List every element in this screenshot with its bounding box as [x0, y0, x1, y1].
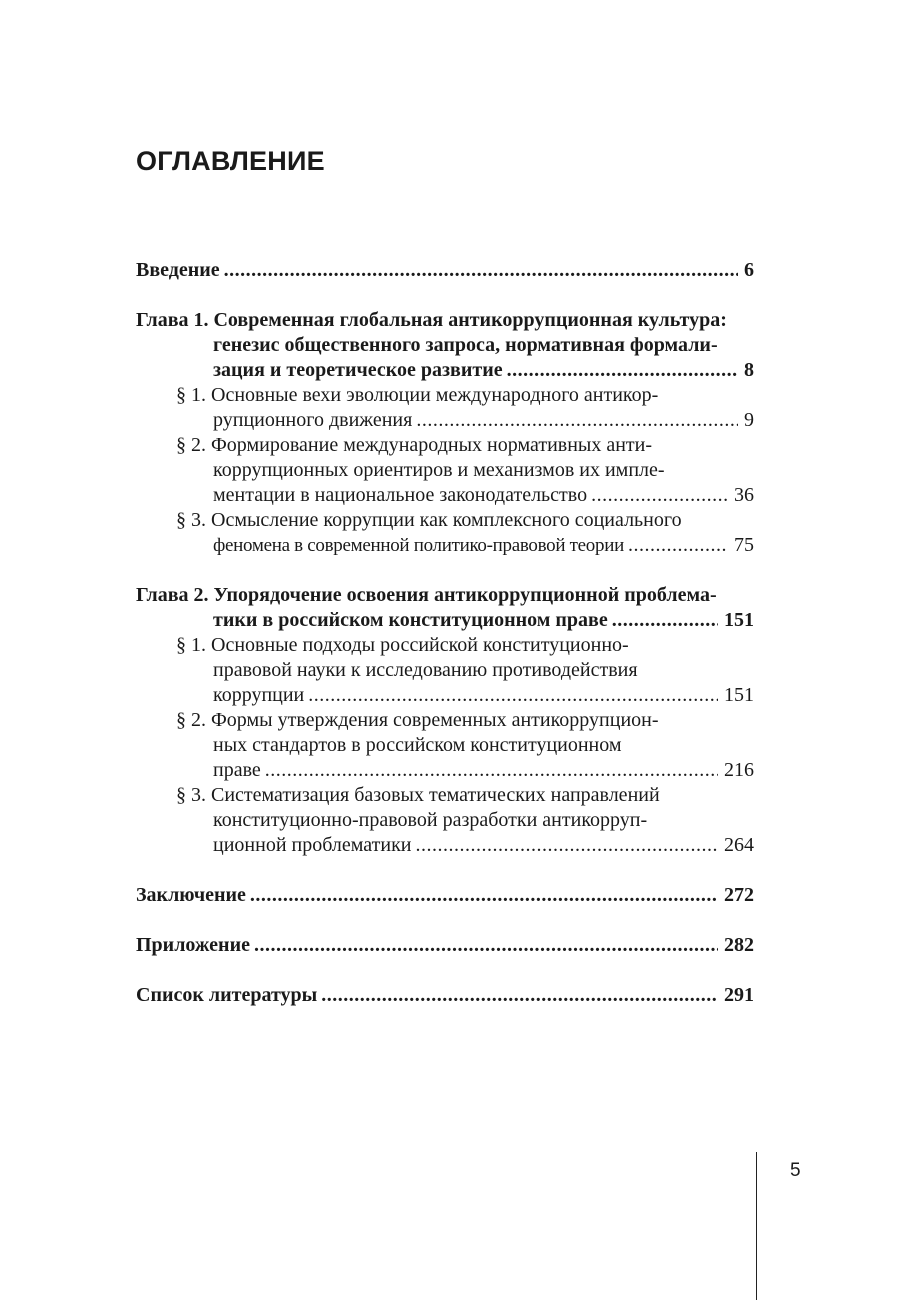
toc-entry-section-1-1[interactable] [136, 383, 754, 433]
dot-leader [254, 933, 718, 958]
toc-entry-line: рупционного движения [213, 409, 413, 431]
toc-entry-appendix[interactable] [136, 933, 754, 958]
toc-entry-line: коррупции [213, 684, 305, 706]
dot-leader [224, 258, 738, 283]
toc-entry-line: § 2. Формирование международных нормативных анти- [176, 434, 653, 456]
toc-page-number: 36 [734, 484, 754, 506]
toc-entry-line: праве [213, 759, 261, 781]
toc-entry-line: тики в российском конституционном праве [213, 609, 608, 631]
toc-entry-label: Приложение [136, 934, 250, 956]
dot-leader [308, 683, 718, 708]
dot-leader [507, 358, 738, 383]
toc-entry-references[interactable] [136, 983, 754, 1008]
toc-entry-chapter-2[interactable] [136, 583, 754, 633]
toc-entry-section-2-2[interactable] [136, 708, 754, 783]
toc-entry-label: Заключение [136, 884, 246, 906]
toc-entry-line: коррупционных ориентиров и механизмов их импле- [213, 459, 665, 481]
toc-entry-line: конституционно-правовой разработки антикорруп- [213, 809, 648, 831]
toc-entry-section-1-2[interactable] [136, 433, 754, 508]
toc-entry-line: § 3. Осмысление коррупции как комплексного социального [176, 509, 682, 531]
toc-entry-line: генезис общественного запроса, нормативная формали- [213, 334, 718, 356]
toc-entry-line: феномена в современной политико-правовой теории [213, 535, 624, 556]
toc-entry-line: § 3. Систематизация базовых тематических направлений [176, 784, 660, 806]
dot-leader [591, 483, 728, 508]
toc-entry-line: ментации в национальное законодательство [213, 484, 588, 506]
toc-entry-section-1-3[interactable] [136, 508, 754, 558]
toc-page-number: 151 [724, 684, 754, 706]
toc-page-number: 6 [744, 259, 754, 281]
toc-entry-chapter-1[interactable] [136, 308, 754, 383]
toc-entry-line: § 1. Основные вехи эволюции международного антикор- [176, 384, 659, 406]
page-title: ОГЛАВЛЕНИЕ [136, 146, 325, 176]
toc-entry-conclusion[interactable] [136, 883, 754, 908]
toc-page-number: 8 [744, 359, 754, 381]
toc-entry-section-2-3[interactable] [136, 783, 754, 858]
dot-leader [416, 833, 719, 858]
toc-entry-line: § 2. Формы утверждения современных антикоррупцион- [176, 709, 659, 731]
toc-page-number: 282 [724, 934, 754, 956]
toc-entry-introduction[interactable] [136, 258, 754, 283]
toc-entry-line: § 1. Основные подходы российской конституционно- [176, 634, 629, 656]
toc-page-number: 264 [724, 834, 754, 856]
toc-entry-section-2-1[interactable] [136, 633, 754, 708]
toc-page-number: 216 [724, 759, 754, 781]
toc-page-number: 9 [744, 409, 754, 431]
dot-leader [416, 408, 738, 433]
table-of-contents [136, 258, 754, 1008]
dot-leader [628, 533, 728, 558]
toc-entry-line: ционной проблематики [213, 834, 412, 856]
dot-leader [265, 758, 718, 783]
toc-entry-label: Список литературы [136, 984, 318, 1006]
toc-page-number: 75 [734, 534, 754, 556]
toc-page-number: 291 [724, 984, 754, 1006]
toc-entry-line: Глава 1. Современная глобальная антикоррупционная культура: [136, 309, 727, 331]
dot-leader [250, 883, 718, 908]
toc-entry-label: Введение [136, 259, 220, 281]
dot-leader [321, 983, 718, 1008]
toc-entry-line: Глава 2. Упорядочение освоения антикоррупционной проблема- [136, 584, 717, 606]
toc-entry-line: зация и теоретическое развитие [213, 359, 503, 381]
toc-entry-line: ных стандартов в российском конституционном [213, 734, 622, 756]
toc-page-number: 272 [724, 884, 754, 906]
toc-page-number: 151 [724, 609, 754, 631]
dot-leader [612, 608, 718, 633]
toc-entry-line: правовой науки к исследованию противодействия [213, 659, 638, 681]
page-number: 5 [790, 1160, 801, 1181]
margin-rule [756, 1152, 757, 1300]
